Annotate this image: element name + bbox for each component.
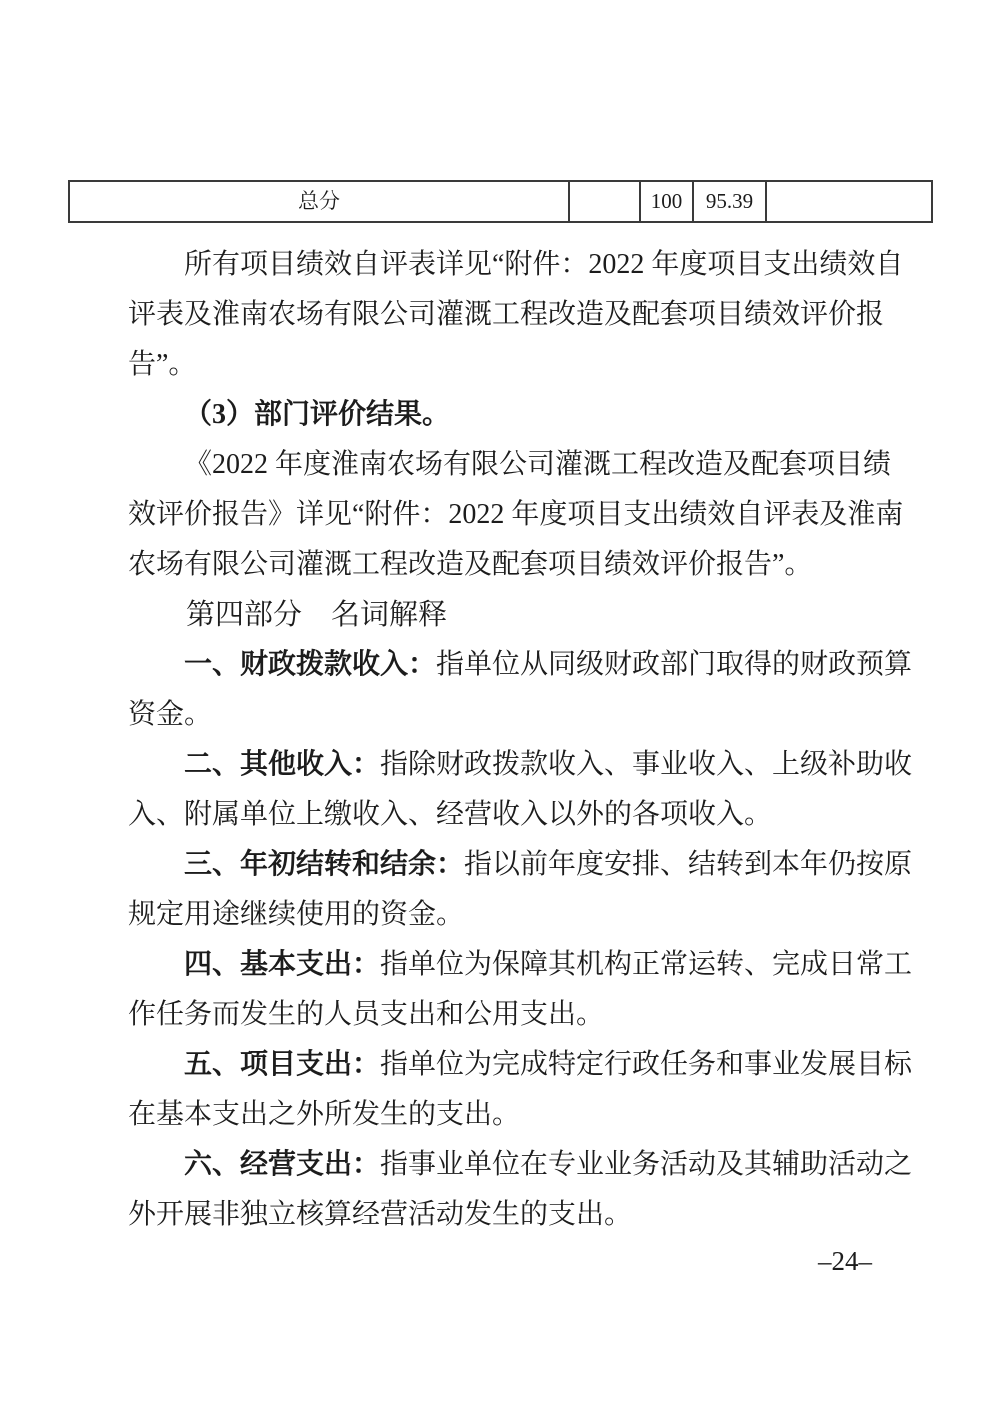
text-line: 在基本支出之外所发生的支出。 [128, 1099, 521, 1130]
text-line: 二、其他收入：指除财政拨款收入、事业收入、上级补助收 [184, 749, 913, 780]
table-cell: 95.39 [694, 182, 767, 221]
paragraph [128, 940, 913, 1040]
paragraph [128, 640, 913, 740]
text-line: 作任务而发生的人员支出和公用支出。 [128, 999, 605, 1030]
term-label: 四、基本支出： [184, 949, 381, 980]
table-cell: 总分 [70, 182, 570, 221]
text-line: 一、财政拨款收入：指单位从同级财政部门取得的财政预算 [184, 649, 913, 680]
part-heading: 第四部分 名词解释 [186, 599, 448, 631]
document-body [128, 240, 913, 1240]
paragraph [128, 440, 904, 590]
text-line: 入、附属单位上缴收入、经营收入以外的各项收入。 [128, 799, 773, 830]
text-line: 六、经营支出：指事业单位在专业业务活动及其辅助活动之 [184, 1149, 913, 1180]
page-number: –24– [818, 1246, 872, 1276]
score-table-row [70, 182, 931, 221]
term-label: 一、财政拨款收入： [184, 649, 437, 680]
text-line: 规定用途继续使用的资金。 [128, 899, 465, 930]
paragraph [128, 240, 904, 390]
table-cell: 100 [641, 182, 694, 221]
text-line: 所有项目绩效自评表详见“附件：2022 年度项目支出绩效自 [184, 249, 904, 280]
paragraph [128, 1040, 913, 1140]
text-line: 四、基本支出：指单位为保障其机构正常运转、完成日常工 [184, 949, 913, 980]
table-cell [767, 182, 931, 221]
term-label: 六、经营支出： [184, 1149, 381, 1180]
section-heading: （3）部门评价结果。 [184, 399, 451, 430]
paragraph [128, 840, 913, 940]
text-line: 三、年初结转和结余：指以前年度安排、结转到本年仍按原 [184, 849, 913, 880]
text-line: 资金。 [128, 699, 213, 730]
text-line: 效评价报告》详见“附件：2022 年度项目支出绩效自评表及淮南 [128, 499, 904, 530]
text-line: 外开展非独立核算经营活动发生的支出。 [128, 1199, 633, 1230]
term-label: 三、年初结转和结余： [184, 849, 465, 880]
text-line: 告”。 [128, 349, 197, 380]
text-line: 评表及淮南农场有限公司灌溉工程改造及配套项目绩效评价报 [128, 299, 885, 330]
paragraph [128, 1140, 913, 1240]
text-line: 《2022 年度淮南农场有限公司灌溉工程改造及配套项目绩 [184, 449, 892, 480]
text-line: 农场有限公司灌溉工程改造及配套项目绩效评价报告”。 [128, 549, 813, 580]
term-label: 二、其他收入： [184, 749, 381, 780]
text-line: 五、项目支出：指单位为完成特定行政任务和事业发展目标 [184, 1049, 913, 1080]
table-cell [570, 182, 641, 221]
term-label: 五、项目支出： [184, 1049, 381, 1080]
score-table [68, 180, 933, 223]
paragraph [128, 740, 913, 840]
